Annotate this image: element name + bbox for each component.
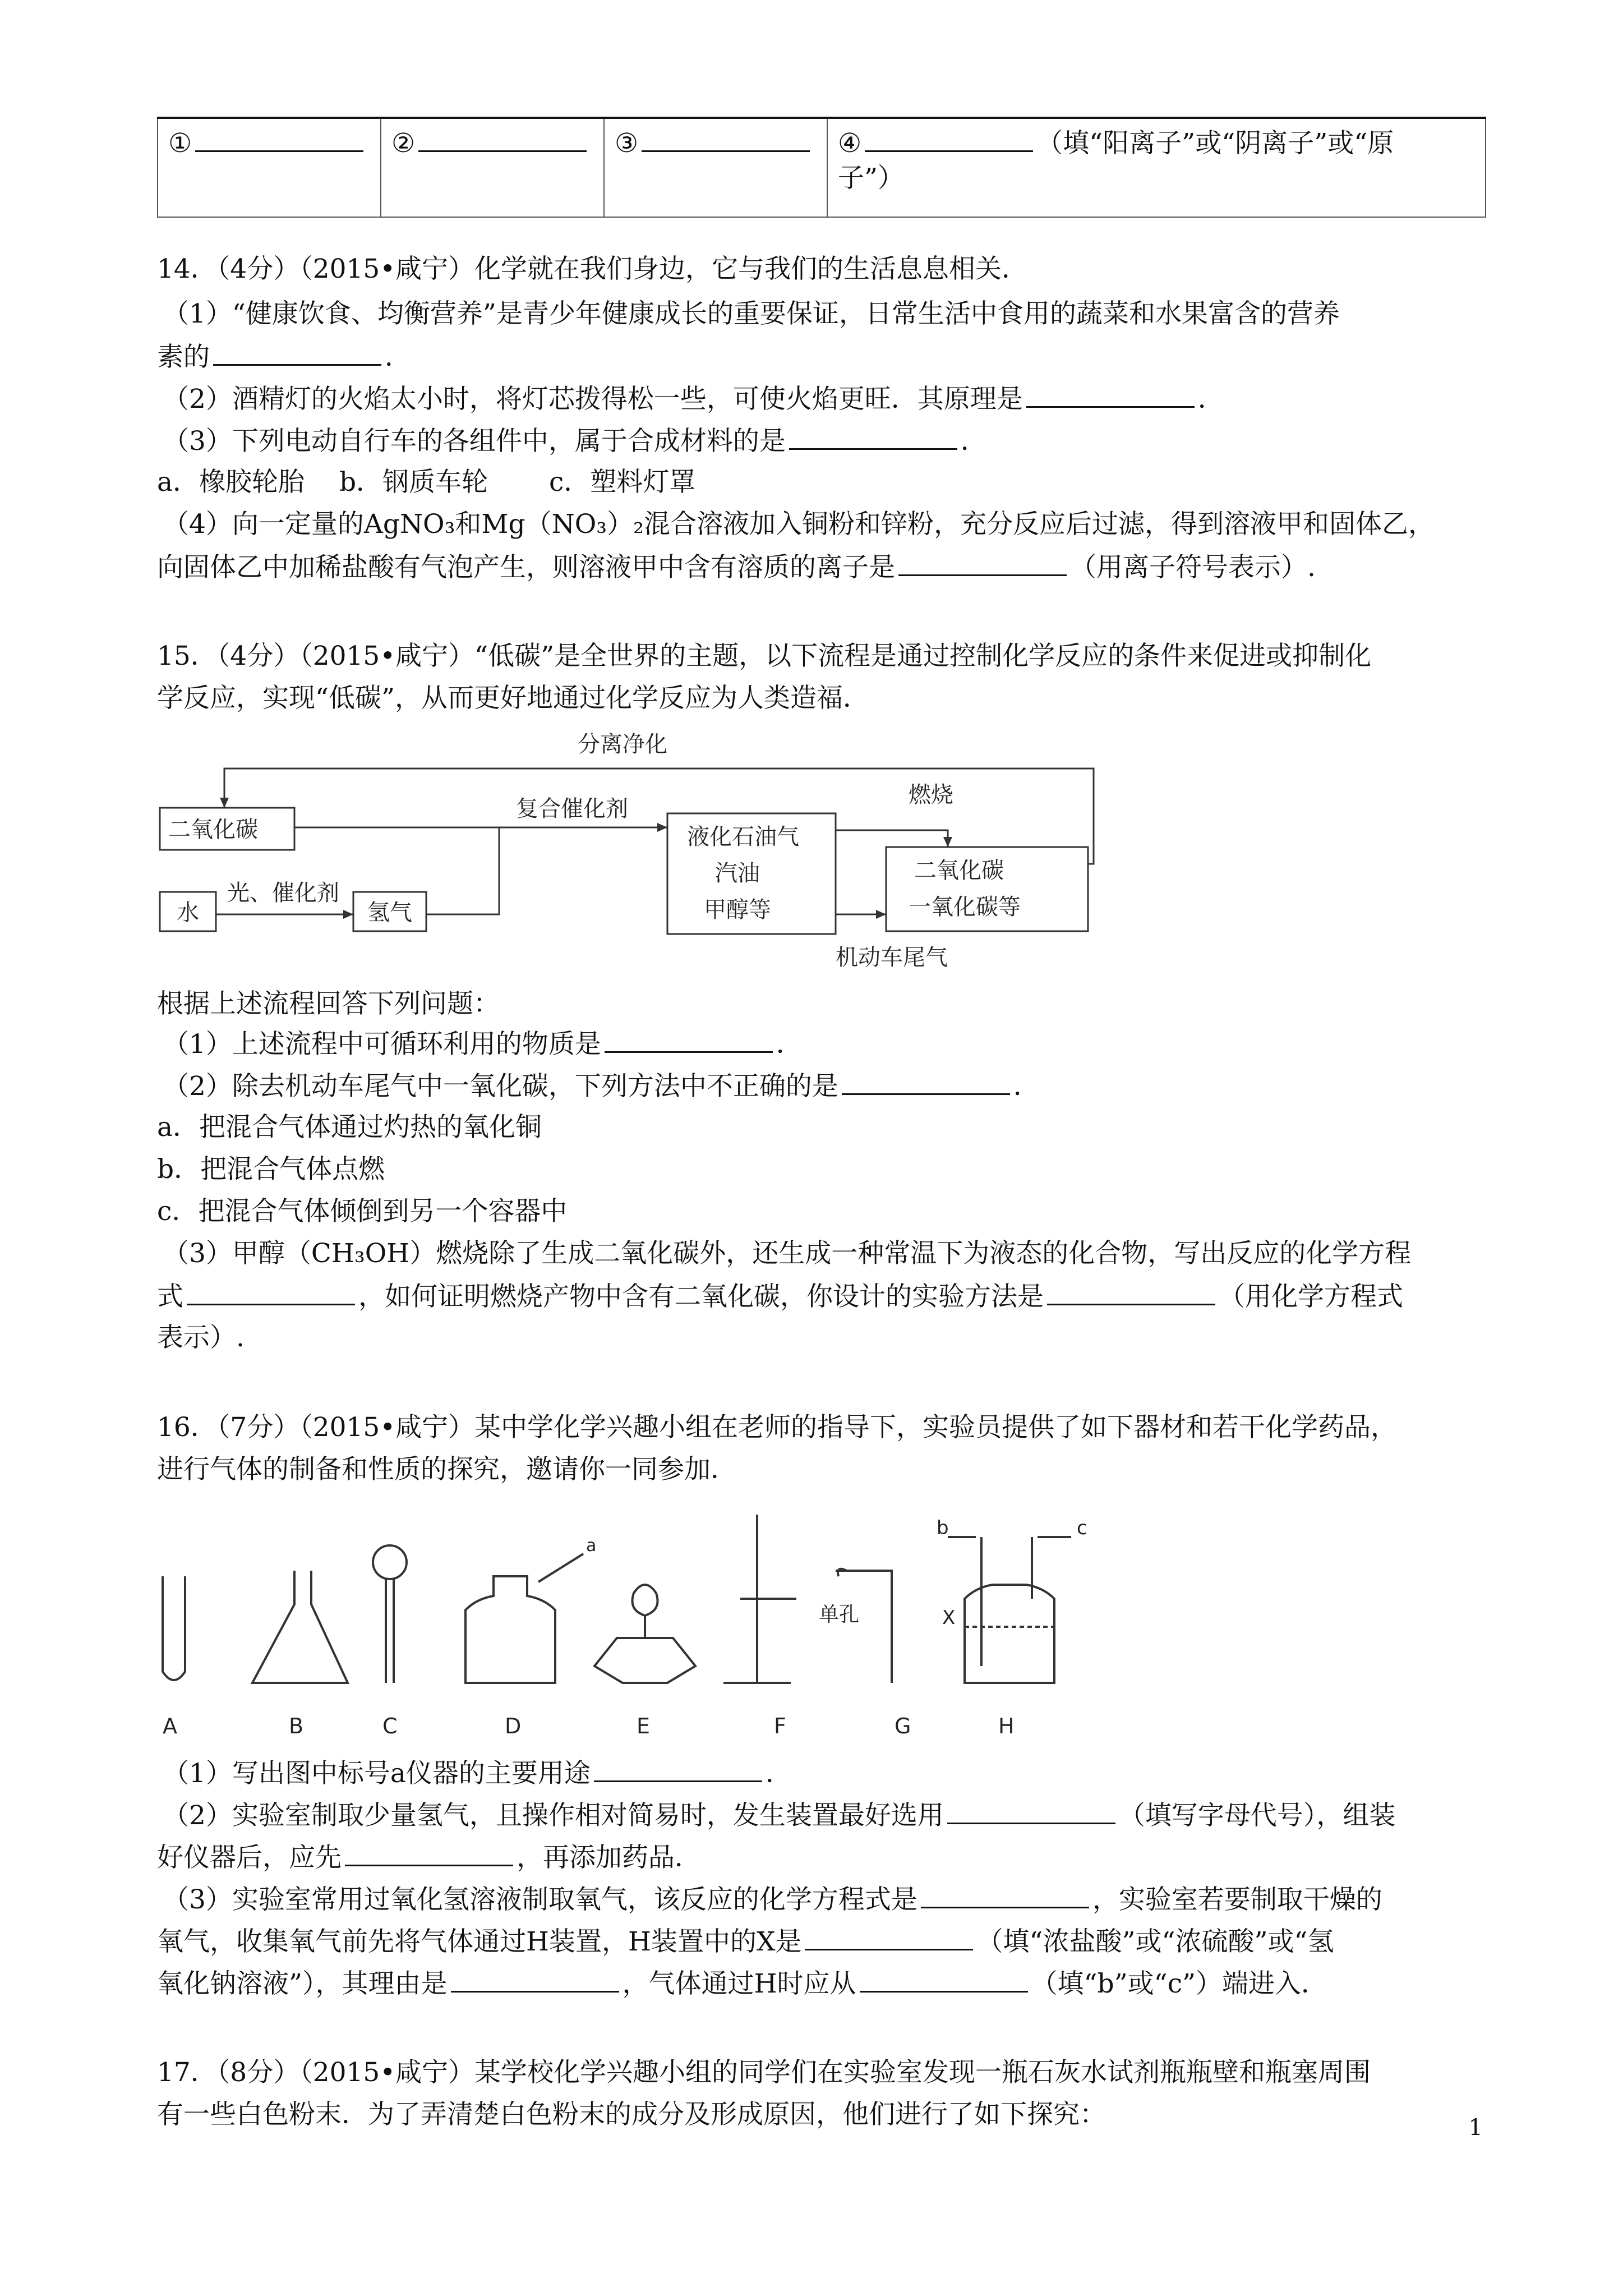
q14-part1-line2 <box>157 339 411 374</box>
burn-arrow <box>836 830 948 847</box>
loop-line <box>224 769 1094 864</box>
q17-title-line2: 有一些白色粉末．为了弄清楚白色粉末的成分及形成原因，他们进行了如下探究： <box>157 2099 1106 2130</box>
answer-blank[interactable] <box>418 126 587 152</box>
q15-part2 <box>163 1069 1040 1103</box>
q14-part4-line1: （4）向一定量的AgNO₃和Mg（NO₃）₂混合溶液加入铜粉和锌粉，充分反应后过滤，得到溶液甲和固体乙， <box>163 509 1435 540</box>
text: 氧化钠溶液”），其理由是 <box>157 1968 448 1999</box>
text: ，如何证明燃烧产物中含有二氧化碳，你设计的实验方法是 <box>358 1281 1044 1312</box>
text: ． <box>1197 384 1224 415</box>
label-light: 光、催化剂 <box>227 880 339 906</box>
q16-part3-line3 <box>157 1966 1327 2001</box>
label-B: B <box>289 1714 304 1738</box>
text: （填写字母代号），组装 <box>1118 1800 1396 1831</box>
q15-option-c: c．把混合气体倾倒到另一个容器中 <box>157 1196 568 1227</box>
fuel-text-1: 液化石油气 <box>687 824 799 850</box>
answer-blank[interactable] <box>842 1069 1010 1095</box>
q14-part3 <box>163 424 987 458</box>
text: （1）上述流程中可循环利用的物质是 <box>163 1029 601 1060</box>
answer-blank[interactable] <box>1026 381 1195 408</box>
page-number: 1 <box>1468 2115 1483 2141</box>
q16-part2-line2 <box>157 1840 701 1875</box>
text: （填“浓盐酸”或“浓硫酸”或“氢 <box>976 1926 1334 1957</box>
text: ，再添加药品． <box>517 1842 701 1873</box>
arrow-head <box>657 823 667 832</box>
cell-label: ③ <box>615 128 639 159</box>
alcohol-lamp <box>594 1638 695 1683</box>
mark-x: X <box>942 1607 956 1629</box>
text: 向固体乙中加稀盐酸有气泡产生，则溶液甲中含有溶质的离子是 <box>157 552 895 583</box>
label-exhaust: 机动车尾气 <box>836 945 948 970</box>
cell-note: 子”） <box>838 163 905 194</box>
table-cell <box>604 118 827 217</box>
wash-bottle <box>965 1585 1054 1683</box>
funnel-stem <box>386 1579 394 1683</box>
text: ． <box>960 426 987 457</box>
exhaust-text-2: 一氧化碳等 <box>909 894 1021 920</box>
text: ． <box>385 342 411 372</box>
q16-part3-line1 <box>163 1882 1382 1917</box>
mark-a: a <box>586 1536 597 1556</box>
answer-blank[interactable] <box>594 1756 762 1782</box>
answer-blank[interactable] <box>865 126 1033 152</box>
text: 好仪器后，应先 <box>157 1842 342 1873</box>
conical-flask <box>252 1571 348 1683</box>
q15-title-line1: 15．（4分）（2015•咸宁）“低碳”是全世界的主题，以下流程是通过控制化学反应的条件来促进或抑制化 <box>157 641 1372 671</box>
q15-part3-line2 <box>157 1279 1403 1314</box>
answer-blank[interactable] <box>451 1966 619 1993</box>
text: 式 <box>157 1281 183 1312</box>
q14-part1-line1: （1）“健康饮食、均衡营养”是青少年健康成长的重要保证，日常生活中食用的蔬菜和水果富含的营养 <box>163 298 1340 329</box>
answer-blank[interactable] <box>805 1924 973 1950</box>
q15-part1 <box>163 1027 803 1061</box>
answer-blank[interactable] <box>921 1882 1089 1908</box>
lamp-flame <box>633 1585 658 1638</box>
q14-part3-options: a．橡胶轮胎 b．钢质车轮 c．塑料灯罩 <box>157 467 696 498</box>
label-H: H <box>998 1714 1015 1738</box>
test-tube <box>163 1576 185 1680</box>
label-E: E <box>637 1714 651 1738</box>
q15-part3-line3: 表示）. <box>157 1322 245 1353</box>
table-cell <box>158 118 381 217</box>
q16-part3-line2 <box>157 1924 1334 1959</box>
co2-text: 二氧化碳 <box>168 817 258 843</box>
q15-option-a: a．把混合气体通过灼热的氧化铜 <box>157 1112 542 1143</box>
label-catalyst: 复合催化剂 <box>516 796 628 822</box>
gas-bottle <box>465 1576 555 1683</box>
arrow-head <box>220 798 229 808</box>
text: （2）实验室制取少量氢气，且操作相对简易时，发生装置最好选用 <box>163 1800 944 1831</box>
q16-title-line2: 进行气体的制备和性质的探究，邀请你一同参加． <box>157 1454 737 1485</box>
h2-text: 氢气 <box>367 900 412 926</box>
text: ． <box>765 1758 792 1789</box>
fuel-text-3: 甲醇等 <box>704 897 771 923</box>
answer-blank[interactable] <box>947 1798 1115 1824</box>
text: ． <box>776 1029 803 1060</box>
text: 素的 <box>157 342 210 372</box>
cell-label: ② <box>391 128 416 159</box>
q14-part2 <box>163 381 1224 416</box>
text: （3）实验室常用过氧化氢溶液制取氧气，该反应的化学方程式是 <box>163 1884 917 1915</box>
fuel-text-2: 汽油 <box>715 861 760 886</box>
mark-b: b <box>937 1517 949 1539</box>
answer-blank[interactable] <box>860 1966 1028 1993</box>
q14-title: 14．（4分）（2015•咸宁）化学就在我们身边，它与我们的生活息息相关． <box>157 254 1029 284</box>
answer-blank[interactable] <box>187 1279 355 1305</box>
funnel-bulb <box>373 1545 407 1579</box>
pointer-line <box>538 1554 583 1582</box>
text: （2）酒精灯的火焰太小时，将灯芯拨得松一些，可使火焰更旺．其原理是 <box>163 384 1023 415</box>
water-text: 水 <box>177 900 199 926</box>
label-G: G <box>895 1714 911 1738</box>
q14-part4-line2 <box>157 550 1316 585</box>
cell-label: ① <box>168 128 192 159</box>
label-burn: 燃烧 <box>909 782 953 808</box>
answer-blank[interactable] <box>345 1840 513 1866</box>
q15-part3-line1: （3）甲醇（CH₃OH）燃烧除了生成二氧化碳外，还生成一种常温下为液态的化合物，写出反应的化学方程 <box>163 1238 1412 1269</box>
label-A: A <box>163 1714 177 1738</box>
outlet-tube <box>1032 1537 1071 1599</box>
text: ，实验室若要制取干燥的 <box>1092 1884 1382 1915</box>
answer-blank[interactable] <box>898 550 1067 576</box>
text: ． <box>1013 1071 1040 1102</box>
text: （2）除去机动车尾气中一氧化碳，下列方法中不正确的是 <box>163 1071 838 1102</box>
text: 氧气，收集氧气前先将气体通过H装置，H装置中的X是 <box>157 1926 802 1957</box>
table-cell <box>381 118 604 217</box>
text: （用离子符号表示）. <box>1070 552 1316 583</box>
q16-part1 <box>163 1756 792 1791</box>
text: （3）下列电动自行车的各组件中，属于合成材料的是 <box>163 426 786 457</box>
answer-blank[interactable] <box>213 339 381 366</box>
exhaust-text-1: 二氧化碳 <box>914 858 1004 884</box>
table-cell <box>827 118 1486 217</box>
mark-c: c <box>1077 1517 1087 1539</box>
answer-blank[interactable] <box>789 424 957 450</box>
label-separation: 分离净化 <box>578 731 667 757</box>
text: ，气体通过H时应从 <box>622 1968 856 1999</box>
flow-diagram <box>151 724 1127 982</box>
q15-option-b: b．把混合气体点燃 <box>157 1154 385 1185</box>
text: （填“b”或“c”）端进入． <box>1031 1968 1328 1999</box>
answer-table <box>157 117 1486 218</box>
q15-intro: 根据上述流程回答下列问题： <box>157 988 500 1019</box>
arrow-head <box>876 910 886 919</box>
answer-blank[interactable] <box>195 126 363 152</box>
answer-blank[interactable] <box>1047 1279 1215 1305</box>
single-hole-label: 单孔 <box>819 1603 860 1626</box>
answer-blank[interactable] <box>642 126 810 152</box>
h2-merge-line <box>426 827 499 914</box>
label-C: C <box>382 1714 398 1738</box>
arrow-head <box>343 910 353 919</box>
answer-blank[interactable] <box>605 1027 773 1053</box>
q17-title-line1: 17．（8分）（2015•咸宁）某学校化学兴趣小组的同学们在实验室发现一瓶石灰水试剂瓶瓶壁和瓶塞周围 <box>157 2057 1371 2088</box>
cell-label: ④ <box>838 128 862 159</box>
apparatus-figure <box>151 1503 1195 1739</box>
label-F: F <box>774 1714 786 1738</box>
text: （用化学方程式 <box>1219 1281 1403 1312</box>
cell-note: （填“阳离子”或“阴离子”或“原 <box>1036 128 1394 159</box>
q15-title-line2: 学反应，实现“低碳”，从而更好地通过化学反应为人类造福． <box>157 683 870 714</box>
arrow-head <box>943 837 952 847</box>
q16-part2-line1 <box>163 1798 1395 1833</box>
text: （1）写出图中标号a仪器的主要用途 <box>163 1758 591 1789</box>
label-D: D <box>505 1714 522 1738</box>
q16-title-line1: 16．（7分）（2015•咸宁）某中学化学兴趣小组在老师的指导下，实验员提供了如下器材和若干化学药品， <box>157 1412 1398 1443</box>
table-row <box>158 118 1486 217</box>
